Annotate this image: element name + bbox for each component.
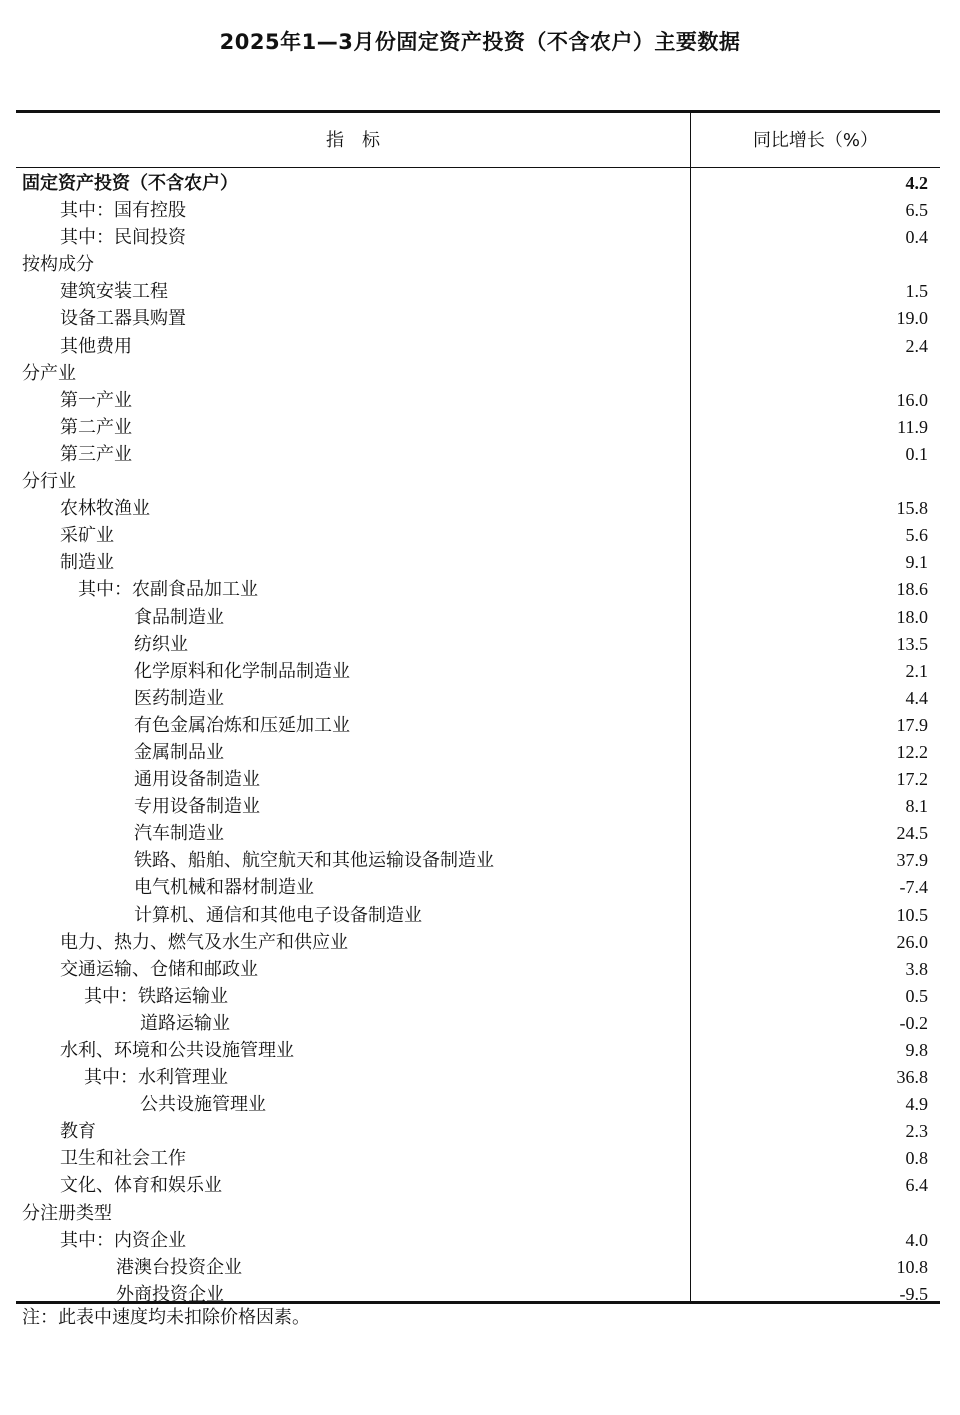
row-label: 其中：农副食品加工业	[78, 579, 258, 601]
table-row	[16, 631, 940, 658]
table-row	[16, 1227, 940, 1254]
table-row	[16, 983, 940, 1010]
row-label: 道路运输业	[140, 1012, 230, 1034]
row-value: 37.9	[896, 850, 928, 871]
table-row	[16, 224, 940, 251]
table-row	[16, 604, 940, 631]
table-row	[16, 1172, 940, 1199]
row-label: 教育	[60, 1121, 96, 1143]
row-label: 第一产业	[60, 389, 132, 411]
row-label: 按构成分	[22, 254, 94, 276]
row-label: 通用设备制造业	[134, 769, 260, 791]
page-title: 2025年1—3月份固定资产投资（不含农户）主要数据	[219, 30, 741, 54]
row-value: 5.6	[905, 525, 928, 546]
row-value: 18.0	[896, 606, 928, 627]
table-row	[16, 1145, 940, 1172]
table-row	[16, 793, 940, 820]
table-row	[16, 874, 940, 901]
table-row	[16, 1254, 940, 1281]
table-row	[16, 712, 940, 739]
table-row	[16, 251, 940, 278]
table-row	[16, 1037, 940, 1064]
row-value: 4.0	[905, 1229, 928, 1250]
row-value: 36.8	[896, 1067, 928, 1088]
row-label: 建筑安装工程	[60, 281, 168, 303]
header-indicator: 指 标	[326, 130, 380, 151]
row-value: 11.9	[897, 416, 928, 437]
row-label: 第三产业	[60, 443, 132, 465]
row-label: 汽车制造业	[134, 823, 224, 845]
table-row	[16, 766, 940, 793]
row-label: 食品制造业	[134, 606, 224, 628]
row-value: -0.2	[899, 1012, 928, 1033]
row-value: 4.9	[905, 1094, 928, 1115]
table-row	[16, 739, 940, 766]
row-value: -7.4	[899, 877, 928, 898]
row-value: 15.8	[896, 498, 928, 519]
row-label: 采矿业	[60, 525, 114, 547]
row-label: 金属制品业	[134, 741, 224, 763]
row-label: 文化、体育和娱乐业	[60, 1175, 222, 1197]
row-value: 9.1	[905, 552, 928, 573]
row-label: 计算机、通信和其他电子设备制造业	[134, 904, 422, 926]
row-label: 设备工器具购置	[60, 308, 186, 330]
row-value: 18.6	[896, 579, 928, 600]
row-label: 医药制造业	[134, 687, 224, 709]
row-label: 水利、环境和公共设施管理业	[60, 1040, 294, 1061]
row-value: 0.5	[905, 985, 928, 1006]
row-value: 2.3	[905, 1121, 928, 1142]
table-row	[16, 197, 940, 224]
row-label: 农林牧渔业	[60, 498, 150, 520]
data-table	[16, 110, 940, 1304]
row-label: 有色金属冶炼和压延加工业	[134, 714, 350, 736]
row-value: 4.4	[905, 687, 928, 708]
table-row	[16, 820, 940, 847]
table-row	[16, 441, 940, 468]
table-row	[16, 658, 940, 685]
table-row	[16, 1200, 940, 1227]
header-growth: 同比增长（%）	[752, 130, 879, 151]
table-row	[16, 929, 940, 956]
row-label: 分产业	[22, 362, 76, 384]
row-value: 16.0	[896, 389, 928, 410]
row-label: 其中：国有控股	[60, 200, 186, 222]
table-row	[16, 495, 940, 522]
table-body	[16, 170, 940, 1308]
table-row	[16, 549, 940, 576]
row-value: 19.0	[896, 308, 928, 329]
row-value: 17.9	[896, 714, 928, 735]
table-row	[16, 902, 940, 929]
table-row	[16, 1064, 940, 1091]
row-label: 其中：内资企业	[60, 1229, 186, 1251]
row-value: 1.5	[905, 281, 928, 302]
row-label: 制造业	[60, 552, 114, 574]
row-value: 13.5	[896, 633, 928, 654]
row-label: 交通运输、仓储和邮政业	[60, 958, 258, 980]
row-value: 0.1	[905, 443, 928, 464]
row-label: 第二产业	[60, 416, 132, 438]
row-label: 铁路、船舶、航空航天和其他运输设备制造业	[134, 850, 494, 872]
row-label: 外商投资企业	[116, 1283, 224, 1305]
row-value: 6.4	[905, 1175, 928, 1196]
row-label: 其中：民间投资	[60, 227, 186, 249]
row-value: 12.2	[896, 741, 928, 762]
row-value: 4.2	[905, 173, 928, 193]
row-label: 分行业	[22, 471, 76, 493]
row-value: 2.1	[905, 660, 928, 681]
row-label: 其中：铁路运输业	[84, 985, 228, 1007]
row-value: 10.8	[896, 1256, 928, 1277]
row-value: 24.5	[896, 823, 928, 844]
row-value: 17.2	[896, 769, 928, 790]
row-value: 0.4	[905, 227, 928, 248]
table-row	[16, 305, 940, 332]
table-row	[16, 956, 940, 983]
row-label: 纺织业	[134, 633, 188, 655]
row-label: 电气机械和器材制造业	[134, 877, 314, 899]
table-row	[16, 360, 940, 387]
row-value: 10.5	[896, 904, 928, 925]
row-label: 卫生和社会工作	[60, 1148, 186, 1170]
row-value: 26.0	[896, 931, 928, 952]
row-label: 电力、热力、燃气及水生产和供应业	[60, 931, 348, 953]
table-header	[16, 113, 940, 168]
table-row	[16, 278, 940, 305]
row-value: -9.5	[899, 1283, 928, 1304]
row-value: 9.8	[905, 1040, 928, 1060]
footnote: 注：此表中速度均未扣除价格因素。	[22, 1307, 310, 1328]
table-row	[16, 576, 940, 603]
row-label: 港澳台投资企业	[116, 1256, 242, 1278]
table-row	[16, 1118, 940, 1145]
table-row	[16, 685, 940, 712]
table-row	[16, 170, 940, 197]
table-row	[16, 1091, 940, 1118]
table-row	[16, 1281, 940, 1308]
row-label: 其他费用	[60, 335, 132, 357]
table-row	[16, 1010, 940, 1037]
row-label: 固定资产投资（不含农户）	[22, 173, 238, 194]
row-label: 其中：水利管理业	[84, 1067, 228, 1089]
table-row	[16, 414, 940, 441]
table-row	[16, 522, 940, 549]
row-value: 0.8	[905, 1148, 928, 1169]
row-label: 化学原料和化学制品制造业	[134, 660, 350, 682]
table-row	[16, 468, 940, 495]
row-label: 专用设备制造业	[134, 796, 260, 818]
row-value: 2.4	[905, 335, 928, 356]
row-value: 6.5	[905, 200, 928, 221]
row-label: 分注册类型	[22, 1202, 112, 1224]
row-value: 8.1	[905, 796, 928, 817]
table-row	[16, 333, 940, 360]
row-value: 3.8	[905, 958, 928, 979]
table-row	[16, 847, 940, 874]
table-row	[16, 387, 940, 414]
row-label: 公共设施管理业	[140, 1094, 266, 1116]
